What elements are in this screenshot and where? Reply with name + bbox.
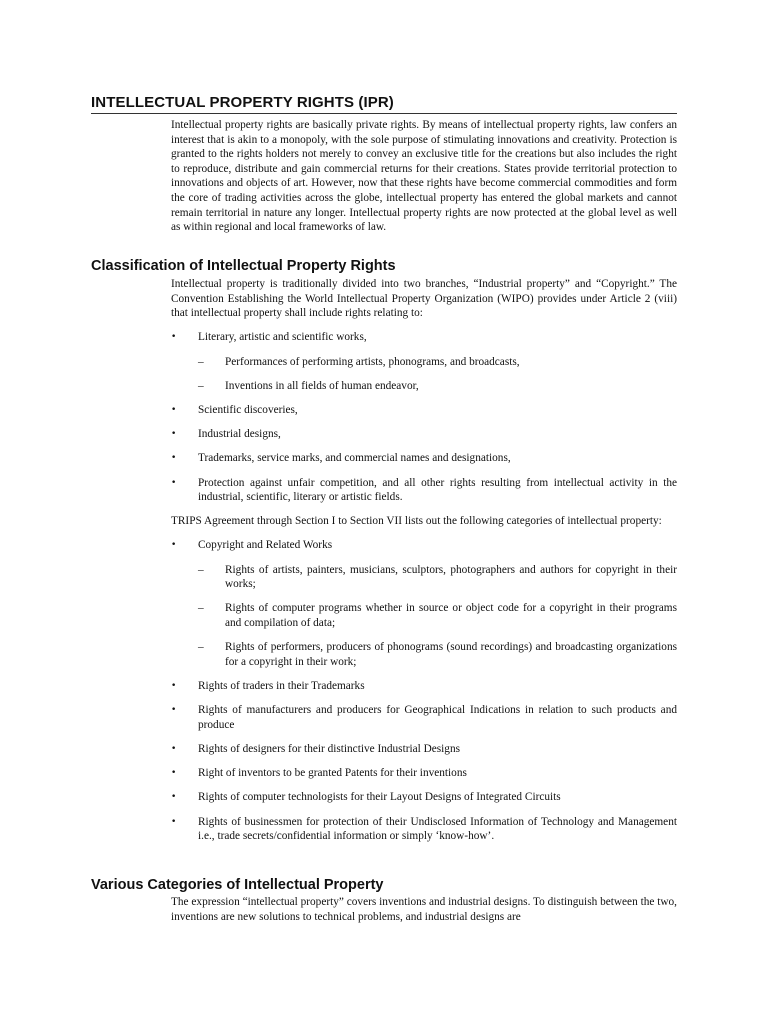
- sub-list-item: [198, 379, 677, 394]
- bullet-item-text: Rights of businessmen for protection of their Undisclosed Information of Technology and Management i.e., trade secrets/confidential information or simply ‘know-how’.: [198, 815, 677, 843]
- bullet-icon: •: [171, 477, 177, 488]
- bullet-item: [171, 766, 677, 781]
- sub-list: [198, 563, 677, 670]
- sub-list-item-text: Rights of computer programs whether in source or object code for a copyright in their programs and compilation of data;: [225, 602, 677, 630]
- bullet-item-text: Right of inventors to be granted Patents for their inventions: [198, 767, 467, 780]
- sub-list-item: [198, 563, 677, 592]
- dash-icon: –: [198, 602, 204, 615]
- bullet-item-text: Copyright and Related Works: [198, 539, 333, 552]
- bullet-item-text: Industrial designs,: [198, 428, 281, 441]
- bullet-item: [171, 427, 677, 442]
- bullet-icon: •: [171, 705, 177, 716]
- dash-icon: –: [198, 355, 204, 368]
- bullet-icon: •: [171, 768, 177, 779]
- section-classification-body: [171, 277, 677, 844]
- sub-list-item: [198, 601, 677, 630]
- sub-list-item-text: Rights of artists, painters, musicians, sculptors, photographers and authors for copyright in their works;: [225, 563, 677, 591]
- bullet-icon: •: [171, 429, 177, 440]
- trips-intro-paragraph: TRIPS Agreement through Section I to Section VII lists out the following categories of intellectual property:: [171, 515, 662, 528]
- bullet-item-text: Rights of computer technologists for their Layout Designs of Integrated Circuits: [198, 791, 561, 804]
- classification-heading: Classification of Intellectual Property Rights: [91, 258, 396, 274]
- sub-list-item-text: Rights of performers, producers of phonograms (sound recordings) and broadcasting organizations for a copyright in their work;: [225, 641, 677, 668]
- bullet-item: [171, 815, 677, 844]
- bullet-item: [171, 703, 677, 732]
- page-title: INTELLECTUAL PROPERTY RIGHTS (IPR): [91, 94, 394, 111]
- bullet-item-text: Rights of designers for their distinctive Industrial Designs: [198, 742, 460, 755]
- dash-icon: –: [198, 379, 204, 392]
- bullet-icon: •: [171, 792, 177, 803]
- bullet-icon: •: [171, 816, 177, 827]
- bullet-icon: •: [171, 332, 177, 343]
- bullet-item: [171, 330, 677, 393]
- bullet-icon: •: [171, 681, 177, 691]
- dash-icon: –: [198, 563, 204, 576]
- bullet-item-text: Scientific discoveries,: [198, 403, 298, 416]
- bullet-item: [171, 476, 677, 505]
- bullet-icon: •: [171, 540, 177, 551]
- bullet-item: [171, 790, 677, 805]
- dash-icon: –: [198, 641, 204, 654]
- wipo-rights-list: [171, 330, 677, 504]
- bullet-icon: •: [171, 453, 177, 464]
- title-underline: [91, 113, 677, 114]
- bullet-item-text: Rights of traders in their Trademarks: [198, 680, 365, 692]
- section-categories-body: [171, 895, 677, 924]
- bullet-item-text: Rights of manufacturers and producers for Geographical Indications in relation to such products and produce: [198, 704, 677, 731]
- ipr-intro-paragraph: Intellectual property rights are basically private rights. By means of intellectual property rights, law confers an interest that is akin to a monopoly, with the sole purpose of stimulating innovations and creativity. Protection is granted to the rights holders not merely to convey an exclusive title for the creations but also includes the right to reproduce, distribute and gain commercial returns for their creations. States provide territorial protection to innovations and objects of art. However, now that these rights have become commercial commodities and form the core of trading activities across the globe, intellectual property has entered the global markets and cannot remain territorial in nature any longer. Intellectual property rights are now protected at the global level as well as within regional and local frameworks of law.: [171, 119, 677, 234]
- bullet-item: [171, 403, 677, 418]
- sub-list-item: [198, 640, 677, 669]
- categories-heading: Various Categories of Intellectual Property: [91, 877, 384, 893]
- classification-intro-paragraph: Intellectual property is traditionally divided into two branches, “Industrial property” and “Copyright.” The Convention Establishing the World Intellectual Property Organization (WIPO) provides under Article 2 (viii) that intellectual property shall include rights relating to:: [171, 278, 677, 320]
- bullet-item: [171, 742, 677, 757]
- bullet-item: [171, 538, 677, 669]
- sub-list: [198, 355, 677, 394]
- bullet-item: [171, 451, 677, 466]
- bullet-item: [171, 679, 677, 694]
- section-ipr-body: [171, 118, 677, 235]
- bullet-icon: •: [171, 404, 177, 415]
- bullet-item-text: Literary, artistic and scientific works,: [198, 331, 367, 344]
- bullet-icon: •: [171, 743, 177, 754]
- trips-categories-list: [171, 538, 677, 843]
- sub-list-item: [198, 355, 677, 370]
- sub-list-item-text: Performances of performing artists, phonograms, and broadcasts,: [225, 355, 520, 368]
- bullet-item-text: Protection against unfair competition, and all other rights resulting from intellectual activity in the industrial, scientific, literary or artistic fields.: [198, 476, 677, 504]
- categories-intro-paragraph: The expression “intellectual property” covers inventions and industrial designs. To distinguish between the two, inventions are new solutions to technical problems, and industrial designs are: [171, 896, 677, 923]
- bullet-item-text: Trademarks, service marks, and commercial names and designations,: [198, 452, 511, 465]
- sub-list-item-text: Inventions in all fields of human endeavor,: [225, 379, 419, 392]
